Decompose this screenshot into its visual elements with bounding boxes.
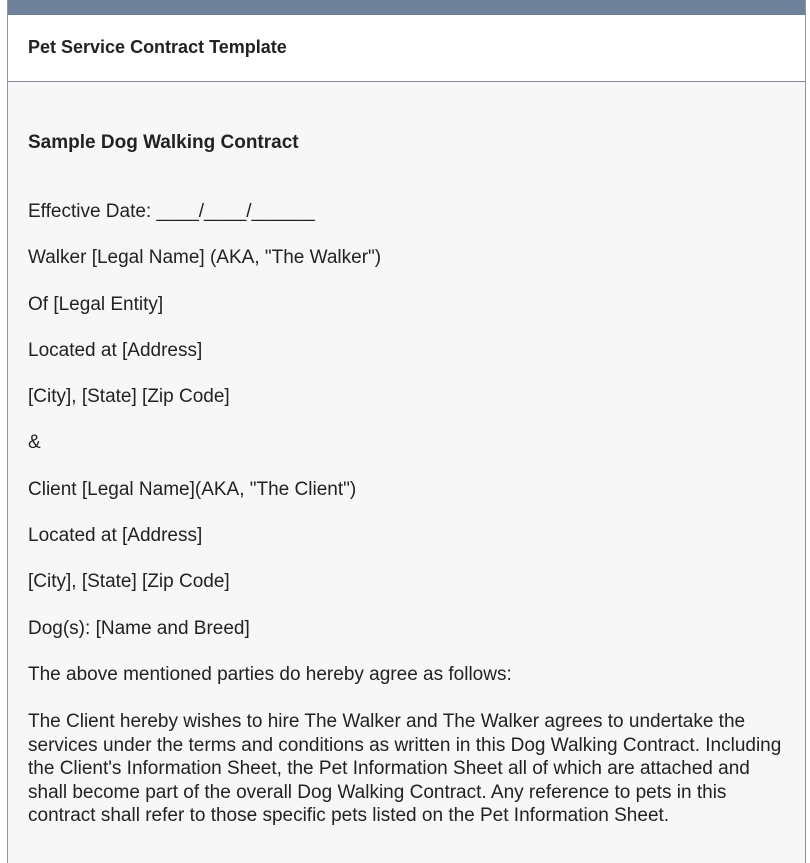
- section-title: Sample Dog Walking Contract: [28, 132, 299, 153]
- walker-city-line: [City], [State] [Zip Code]: [28, 386, 230, 407]
- page-title: Pet Service Contract Template: [28, 36, 287, 57]
- services-paragraph: The Client hereby wishes to hire The Walker and The Walker agrees to undertake the services under the terms and conditions as written in this Dog Walking Contract. Including the Client's Information Sheet, the Pet Information Sheet all of which are attached and shall become part of the overall Dog Walking Contract. Any reference to pets in this contract shall refer to those specific pets listed on the Pet Information Sheet.: [28, 711, 782, 826]
- ampersand-line: &: [28, 432, 41, 453]
- dogs-line: Dog(s): [Name and Breed]: [28, 618, 250, 639]
- walker-name-line: Walker [Legal Name] (AKA, "The Walker"): [28, 247, 382, 268]
- client-address-line: Located at [Address]: [28, 525, 203, 546]
- top-accent-bar: [8, 0, 805, 15]
- client-city-line: [City], [State] [Zip Code]: [28, 571, 230, 592]
- client-name-line: Client [Legal Name](AKA, "The Client"): [28, 479, 357, 500]
- walker-entity-line: Of [Legal Entity]: [28, 294, 164, 315]
- effective-date-line: Effective Date: ____/____/______: [28, 201, 315, 222]
- agreement-intro-line: The above mentioned parties do hereby agree as follows:: [28, 664, 512, 685]
- document-frame: [7, 0, 806, 863]
- header: [8, 15, 805, 82]
- walker-address-line: Located at [Address]: [28, 340, 203, 361]
